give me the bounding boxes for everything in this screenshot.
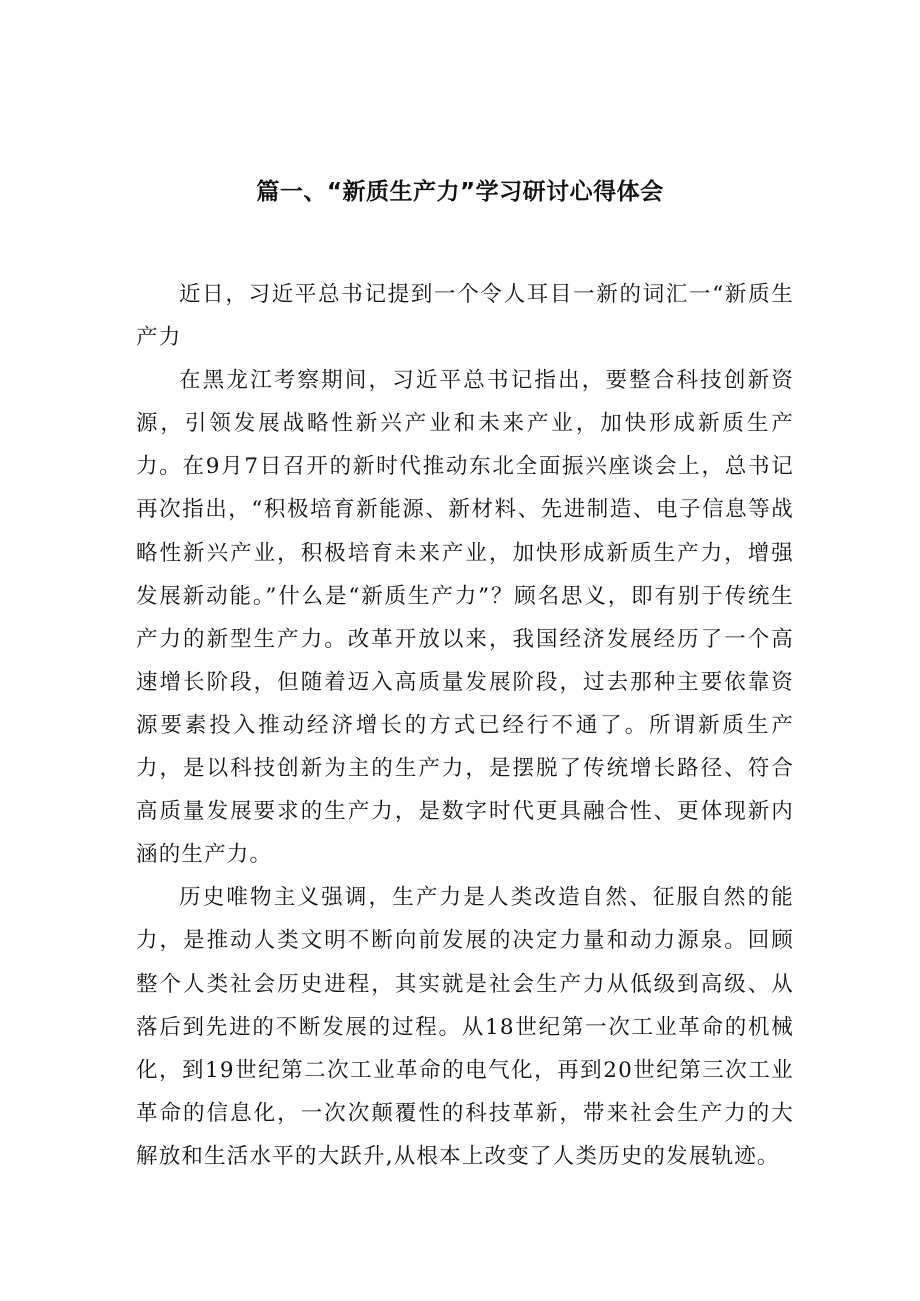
paragraph-historical-materialism: 历史唯物主义强调，生产力是人类改造自然、征服自然的能力，是推动人类文明不断向前发展的决定力量和动力源泉。回顾整个人类社会历史进程，其实就是社会生产力从低级到高级、从落后到先进的不断发展的过程。从18世纪第一次工业革命的机械化，到19世纪第二次工业革命的电气化，再到20世纪第三次工业革命的信息化，一次次颠覆性的科技革新，带来社会生产力的大解放和生活水平的大跃升,从根本上改变了人类历史的发展轨迹。	[136, 885, 794, 1169]
paragraph-new-quality-productivity: 在黑龙江考察期间，习近平总书记指出，要整合科技创新资源，引领发展战略性新兴产业和未来产业，加快形成新质生产力。在9月7日召开的新时代推动东北全面振兴座谈会上，总书记再次指出，“积极培育新能源、新材料、先进制造、电子信息等战略性新兴产业，积极培育未来产业，加快形成新质生产力，增强发展新动能。”什么是“新质生产力”？顾名思义，即有别于传统生产力的新型生产力。改革开放以来，我国经济发展经历了一个高速增长阶段，但随着迈入高质量发展阶段，过去那种主要依靠资源要素投入推动经济增长的方式已经行不通了。所谓新质生产力，是以科技创新为主的生产力，是摆脱了传统增长路径、符合高质量发展要求的生产力，是数字时代更具融合性、更体现新内涵的生产力。	[136, 368, 794, 868]
paragraph-intro: 近日，习近平总书记提到一个令人耳目一新的词汇一“新质生产力	[136, 282, 794, 351]
document-title: 篇一、“新质生产力”学习研讨心得体会	[256, 179, 664, 205]
document-body	[136, 273, 794, 1178]
